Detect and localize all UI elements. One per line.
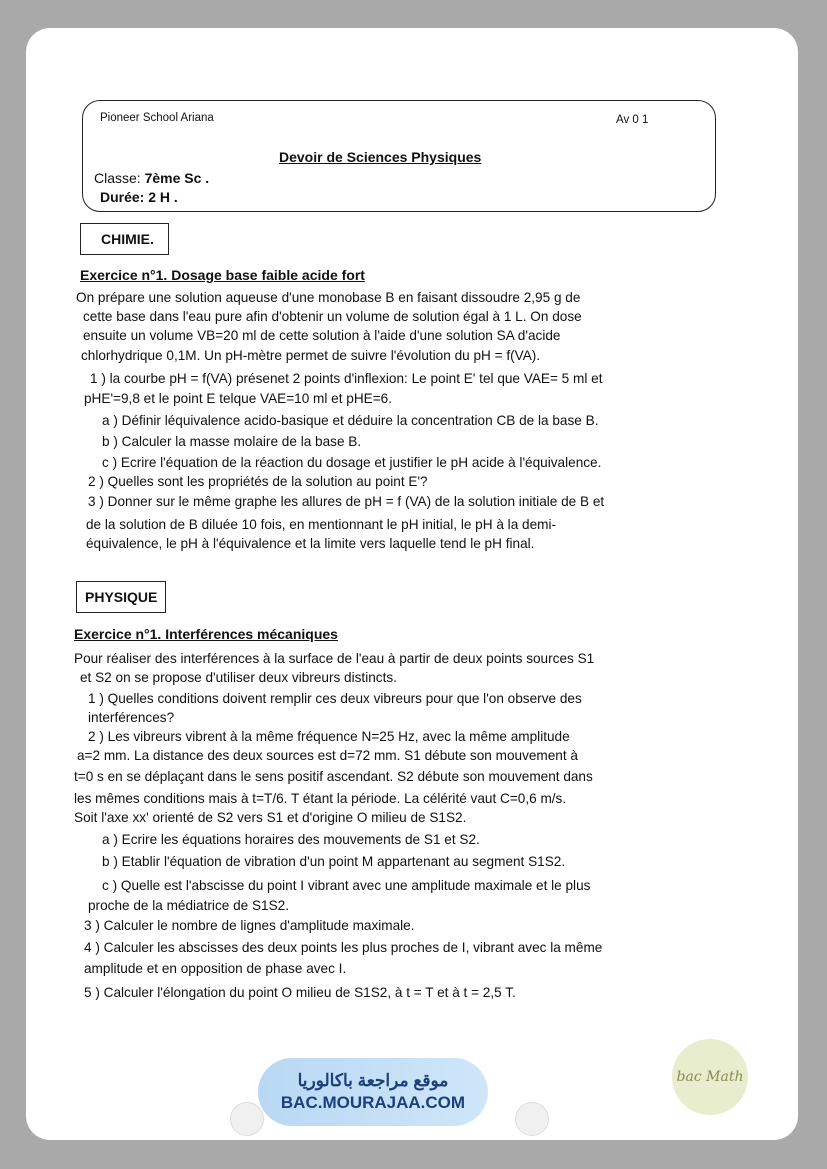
physique-qc-line-2: proche de la médiatrice de S1S2. (88, 898, 290, 913)
chimie-q1-line-1: 1 ) la courbe pH = f(VA) présenet 2 points d'inflexion: Le point E' tel que VAE= 5 ml et (90, 371, 603, 386)
bac-math-badge: bac Math (672, 1039, 748, 1115)
class-line (94, 170, 209, 186)
chimie-qc: c ) Ecrire l'équation de la réaction du dosage et justifier le pH acide à l'équivalence. (102, 455, 602, 470)
physique-q2-line-3: t=0 s en se déplaçant dans le sens positif ascendant. S2 débute son mouvement dans (74, 769, 593, 784)
physique-q3: 3 ) Calculer le nombre de lignes d'amplitude maximale. (84, 918, 415, 933)
physique-intro-2: et S2 on se propose d'utiliser deux vibreurs distincts. (80, 670, 397, 685)
physique-q1-line-1: 1 ) Quelles conditions doivent remplir ces deux vibreurs pour que l'on observe des (88, 691, 582, 706)
physique-q2-line-2: a=2 mm. La distance des deux sources est d=72 mm. S1 débute son mouvement à (77, 748, 578, 763)
chimie-exercise-title: Exercice n°1. Dosage base faible acide fort (80, 267, 365, 283)
chimie-qb: b ) Calculer la masse molaire de la base B. (102, 434, 362, 449)
physique-exercise-title: Exercice n°1. Interférences mécaniques (74, 626, 338, 642)
exam-title: Devoir de Sciences Physiques (279, 149, 482, 165)
chimie-section-label: CHIMIE. (80, 223, 169, 255)
physique-qa: a ) Ecrire les équations horaires des mouvements de S1 et S2. (102, 832, 480, 847)
chimie-intro-4: chlorhydrique 0,1M. Un pH-mètre permet de suivre l'évolution du pH = f(VA). (81, 348, 541, 363)
exam-code: Av 0 1 (616, 114, 649, 126)
duration-label: Durée: (100, 189, 145, 205)
chimie-intro-1: On prépare une solution aqueuse d'une monobase B en faisant dissoudre 2,95 g de (76, 290, 581, 305)
chimie-qa: a ) Définir léquivalence acido-basique et déduire la concentration CB de la base B. (102, 413, 599, 428)
chimie-intro-3: ensuite un volume VB=20 ml de cette solution à l'aide d'une solution SA d'acide (83, 328, 561, 343)
physique-q4-line-1: 4 ) Calculer les abscisses des deux points les plus proches de I, vibrant avec la même (84, 940, 603, 955)
class-value: 7ème Sc . (144, 170, 210, 186)
chimie-q2: 2 ) Quelles sont les propriétés de la solution au point E'? (88, 474, 428, 489)
class-label: Classe: (94, 170, 141, 186)
school-name: Pioneer School Ariana (100, 112, 214, 124)
duration-value: 2 H . (148, 189, 178, 205)
physique-q5: 5 ) Calculer l'élongation du point O milieu de S1S2, à t = T et à t = 2,5 T. (84, 985, 516, 1000)
footer-site-link[interactable] (258, 1058, 488, 1126)
physique-section-label: PHYSIQUE (76, 581, 166, 613)
chimie-intro-2: cette base dans l'eau pure afin d'obtenir un volume de solution égal à 1 L. On dose (83, 309, 582, 324)
chimie-q3-line-2: de la solution de B diluée 10 fois, en mentionnant le pH initial, le pH à la demi- (86, 517, 557, 532)
chimie-q1-line-2: pHE'=9,8 et le point E telque VAE=10 ml et pHE=6. (84, 391, 393, 406)
physique-q4-line-2: amplitude et en opposition de phase avec I. (84, 961, 347, 976)
footer-logo-right-icon (515, 1102, 549, 1136)
exam-sheet (26, 28, 798, 1140)
physique-q2-line-1: 2 ) Les vibreurs vibrent à la même fréquence N=25 Hz, avec la même amplitude (88, 729, 570, 744)
footer-arabic-title: موقع مراجعة باكالوريا (297, 1071, 449, 1090)
chimie-q3-line-3: équivalence, le pH à l'équivalence et la limite vers laquelle tend le pH final. (86, 536, 535, 551)
physique-q2-line-4: les mêmes conditions mais à t=T/6. T étant la période. La célérité vaut C=0,6 m/s. (74, 791, 567, 806)
physique-qc-line-1: c ) Quelle est l'abscisse du point I vibrant avec une amplitude maximale et le plus (102, 878, 591, 893)
physique-intro-1: Pour réaliser des interférences à la surface de l'eau à partir de deux points sources S1 (74, 651, 595, 666)
physique-q2-line-5: Soit l'axe xx' orienté de S2 vers S1 et d'origine O milieu de S1S2. (74, 810, 467, 825)
physique-q1-line-2: interférences? (88, 710, 175, 725)
footer-site-url: BAC.MOURAJAA.COM (280, 1093, 466, 1112)
duration-line (100, 189, 178, 205)
chimie-q3-line-1: 3 ) Donner sur le même graphe les allures de pH = f (VA) de la solution initiale de B et (88, 494, 605, 509)
physique-qb: b ) Etablir l'équation de vibration d'un point M appartenant au segment S1S2. (102, 854, 566, 869)
